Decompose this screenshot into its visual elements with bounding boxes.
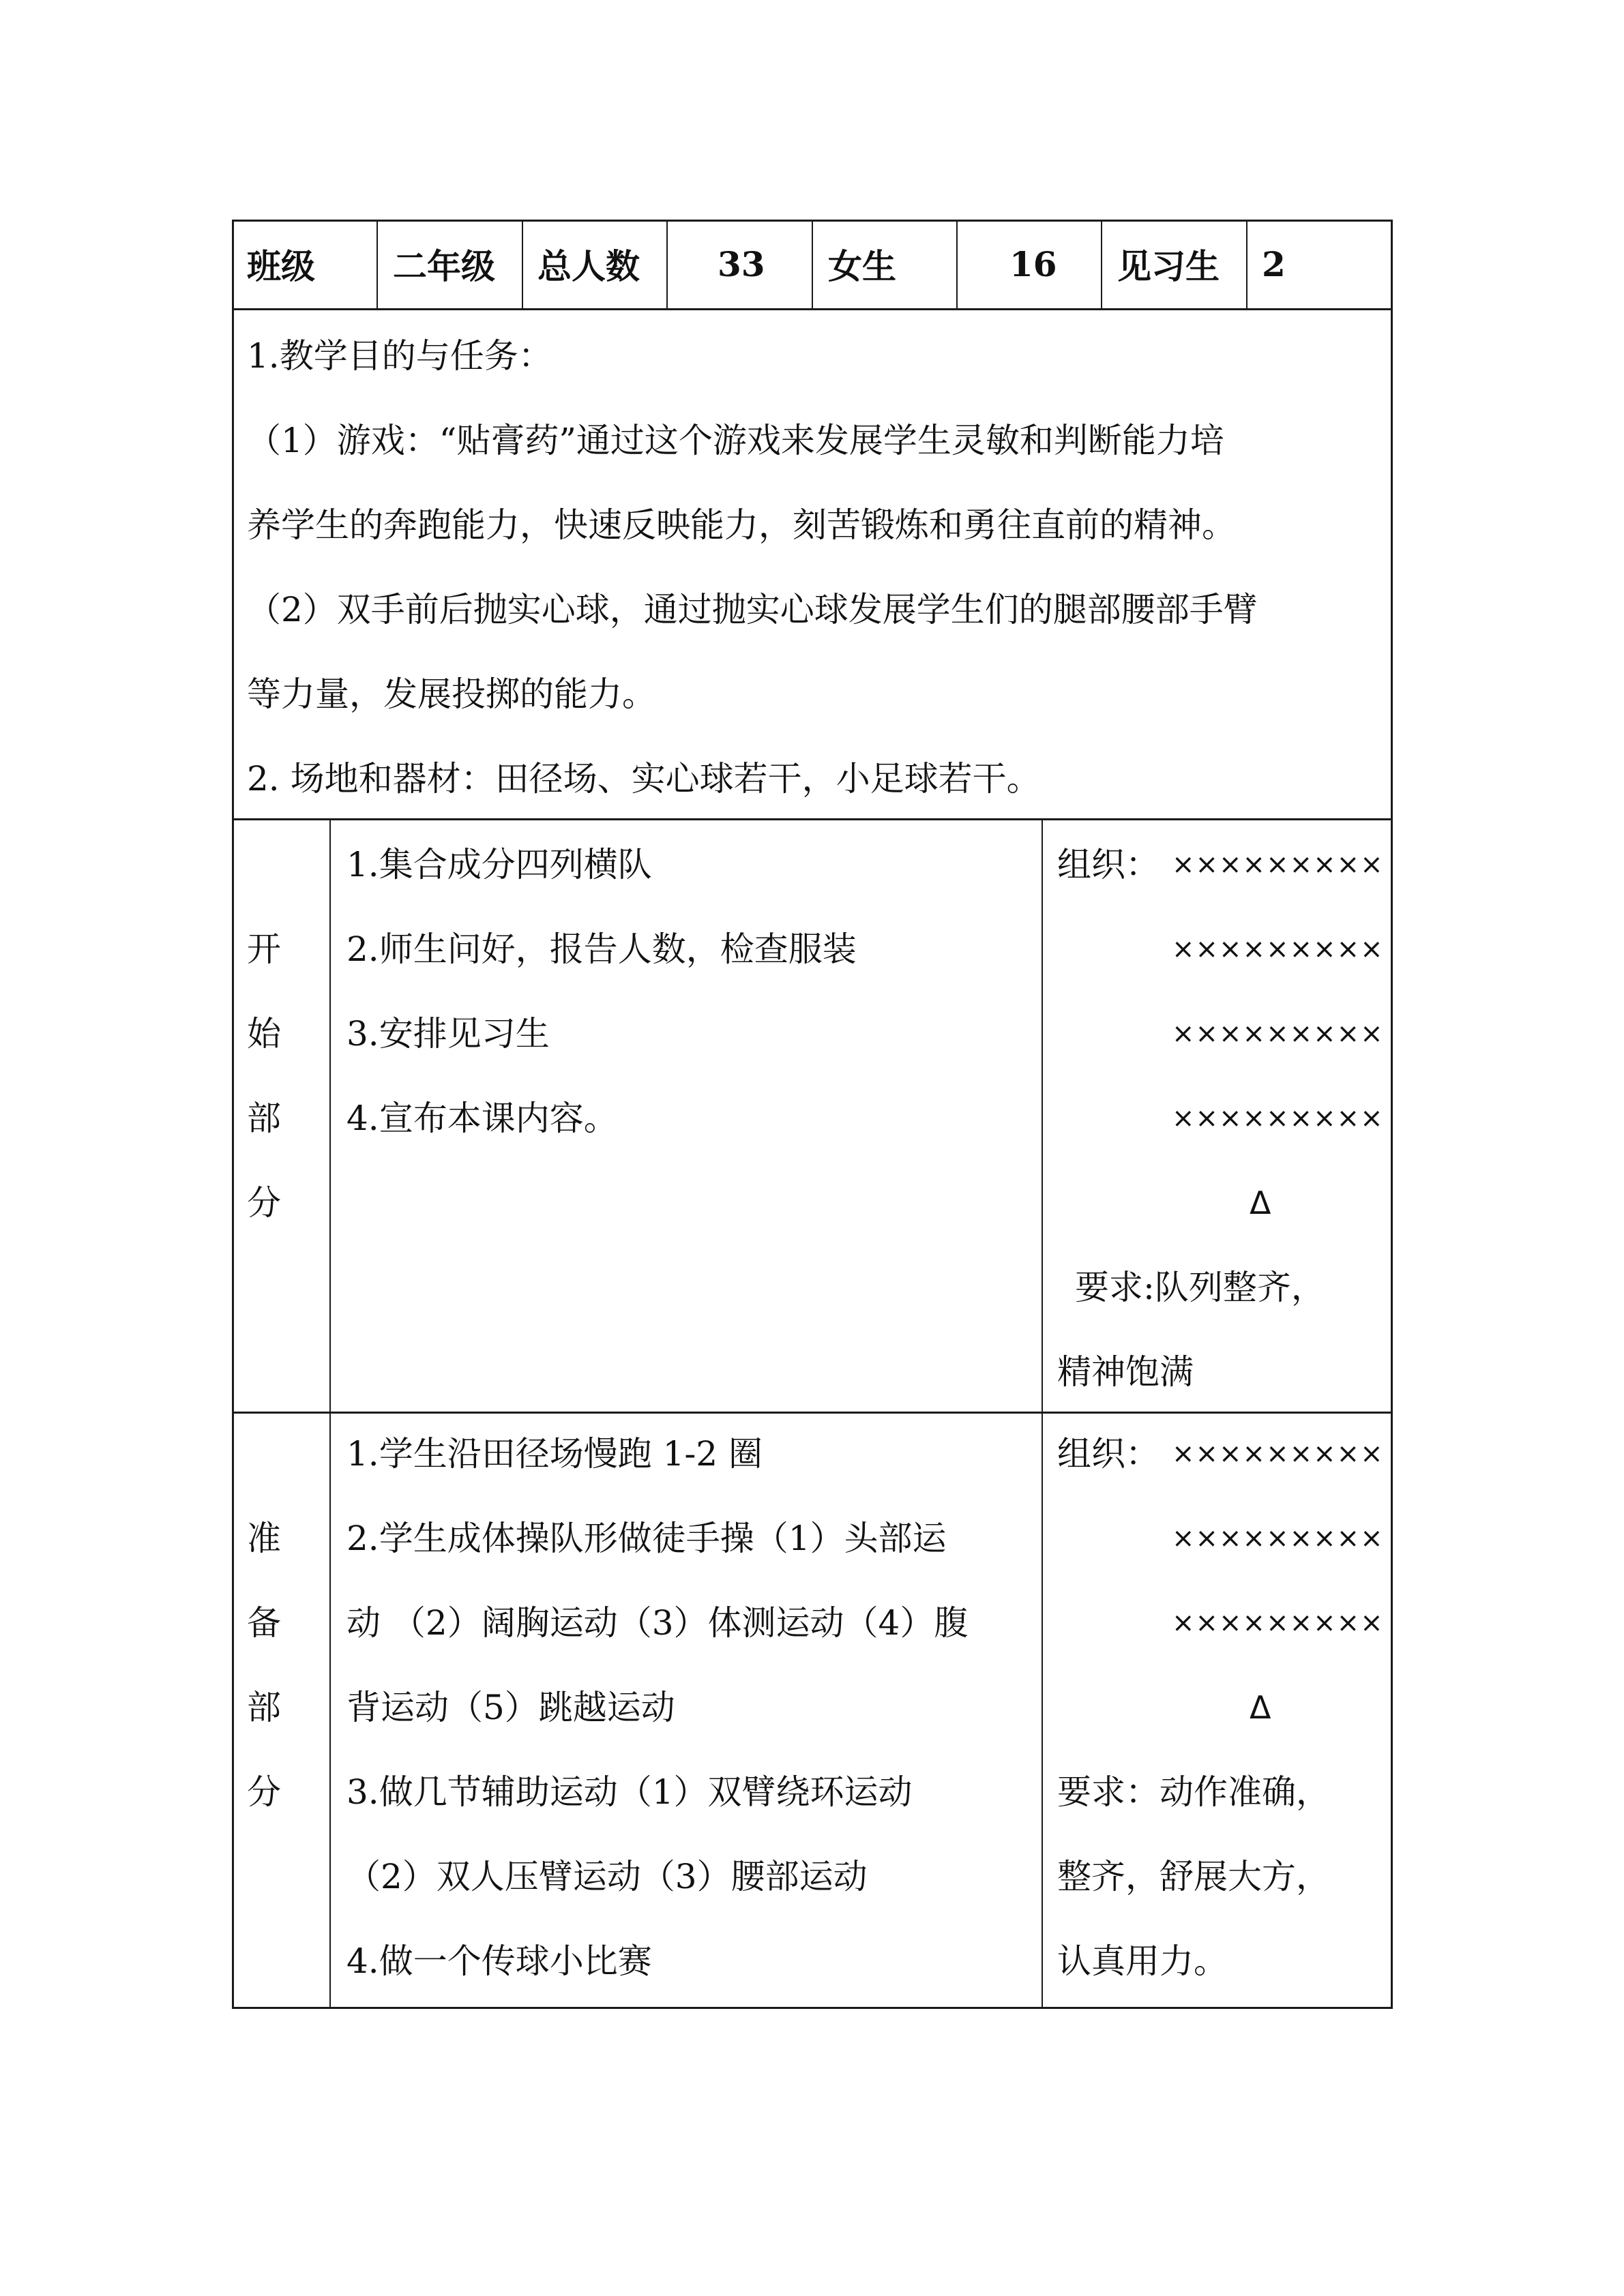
header-col-line [522, 220, 523, 310]
prep-org-label: 组织： [1057, 1434, 1160, 1474]
formation-row: ××××××××× [1172, 1018, 1384, 1049]
start-content-line: 4.宣布本课内容。 [346, 1099, 618, 1138]
prep-section-label-char: 准 [247, 1519, 281, 1558]
objectives-divider [232, 818, 1393, 820]
start-content-line: 2.师生问好，报告人数，检查服装 [346, 929, 857, 969]
total-value: 33 [718, 243, 765, 284]
objectives-title: 1.教学目的与任务： [247, 336, 552, 376]
prep-content-line: 1.学生沿田径场慢跑 1-2 圈 [346, 1434, 763, 1474]
formation-row: ××××××××× [1172, 849, 1384, 880]
class-value: 二年级 [393, 246, 495, 286]
total-label: 总人数 [537, 246, 640, 286]
start-section-label-char: 分 [247, 1183, 281, 1223]
start-section-label-char: 开 [247, 929, 281, 969]
prep-section-label-char: 备 [247, 1603, 281, 1643]
prep-requirement-line: 整齐，舒展大方， [1057, 1857, 1330, 1896]
header-col-line [666, 220, 668, 310]
formation-row: ××××××××× [1172, 1438, 1384, 1470]
formation-row: ××××××××× [1172, 934, 1384, 965]
venue-equipment-line: 2. 场地和器材：田径场、实心球若干，小足球若干。 [247, 759, 1041, 799]
observers-value: 2 [1262, 243, 1286, 284]
prep-content-line: 2.学生成体操队形做徒手操（1）头部运 [346, 1519, 947, 1558]
formation-row: ××××××××× [1172, 1523, 1384, 1554]
table-border-bottom [232, 2007, 1393, 2009]
header-col-line [1246, 220, 1247, 310]
header-col-line [812, 220, 813, 310]
formation-row: ××××××××× [1172, 1103, 1384, 1134]
objectives-line: （2）双手前后抛实心球，通过抛实心球发展学生们的腿部腰部手臂 [247, 590, 1258, 629]
objectives-line: 养学生的奔跑能力，快速反映能力，刻苦锻炼和勇往直前的精神。 [247, 505, 1236, 545]
start-content-line: 1.集合成分四列横队 [346, 845, 652, 884]
table-border-right [1391, 220, 1393, 2009]
girls-value: 16 [1009, 243, 1057, 284]
prep-content-line: 动 （2）阔胸运动（3）体测运动（4）腹 [346, 1603, 969, 1643]
prep-requirement-line: 要求：动作准确， [1057, 1772, 1330, 1812]
girls-label: 女生 [828, 246, 896, 286]
header-col-line [1101, 220, 1102, 310]
teacher-mark: Δ [1250, 1689, 1271, 1726]
prep-requirement-line: 认真用力。 [1057, 1941, 1228, 1981]
header-col-line [956, 220, 958, 310]
prep-content-line: 4.做一个传球小比赛 [346, 1941, 652, 1981]
prep-content-line: 3.做几节辅助运动（1）双臂绕环运动 [346, 1772, 913, 1812]
header-col-line [377, 220, 378, 310]
teacher-mark: Δ [1250, 1184, 1271, 1221]
prep-section-label-char: 部 [247, 1688, 281, 1727]
class-label: 班级 [247, 246, 315, 286]
observers-label: 见习生 [1117, 246, 1220, 286]
start-section-label-char: 始 [247, 1014, 281, 1054]
prep-content-line: （2）双人压臂运动（3）腰部运动 [346, 1857, 868, 1896]
objectives-line: （1）游戏：“贴膏药”通过这个游戏来发展学生灵敏和判断能力培 [247, 421, 1224, 460]
start-org-label: 组织： [1057, 845, 1160, 884]
start-content-line: 3.安排见习生 [346, 1014, 550, 1054]
table-border-left [232, 220, 234, 2009]
start-section-label-char: 部 [247, 1099, 281, 1138]
start-requirement-line: 精神饱满 [1057, 1352, 1194, 1392]
formation-row: ××××××××× [1172, 1607, 1384, 1639]
section-divider [232, 1412, 1393, 1414]
objectives-line: 等力量，发展投掷的能力。 [247, 674, 656, 714]
prep-section-label-char: 分 [247, 1772, 281, 1812]
start-requirement-line: 要求:队列整齐， [1075, 1268, 1325, 1307]
section-col-line [329, 818, 331, 2008]
prep-content-line: 背运动（5）跳越运动 [346, 1688, 675, 1727]
section-col-line [1042, 818, 1043, 2008]
